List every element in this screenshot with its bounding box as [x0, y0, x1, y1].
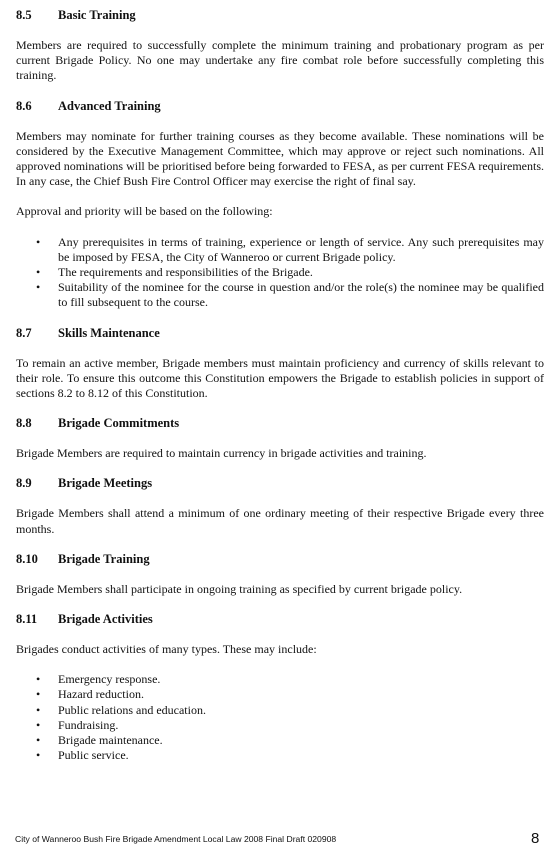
- list-item: • The requirements and responsibilities of the Brigade.: [36, 265, 313, 280]
- list-item: • Hazard reduction.: [36, 687, 144, 702]
- section-paragraph: Brigade Members are required to maintain currency in brigade activities and training.: [16, 446, 427, 461]
- section-title: Brigade Commitments: [58, 416, 180, 431]
- section-number: 8.9: [16, 476, 32, 491]
- page-footer: City of Wanneroo Bush Fire Brigade Amendment Local Law 2008 Final Draft 020908: [15, 834, 337, 844]
- bullet-icon: •: [36, 702, 41, 717]
- section-heading-8-11: [16, 612, 544, 627]
- bullet-icon: •: [36, 672, 41, 687]
- section-paragraph: Brigade Members shall participate in ongoing training as specified by current brigade policy.: [16, 581, 463, 596]
- list-item: • Public relations and education.: [36, 702, 206, 717]
- section-title: Brigade Training: [58, 551, 150, 566]
- section-number: 8.5: [16, 8, 32, 22]
- section-heading-8-8: [16, 416, 544, 431]
- section-title: Skills Maintenance: [58, 325, 160, 340]
- bullet-icon: •: [36, 265, 41, 280]
- section-title: Brigade Meetings: [58, 476, 153, 491]
- list-item: • Public service.: [36, 748, 129, 763]
- list-item: • Brigade maintenance.: [36, 733, 163, 748]
- section-number: 8.8: [16, 416, 32, 431]
- section-paragraph: Brigade Members shall attend a minimum of one ordinary meeting of their respective Brigade every three months.: [16, 506, 544, 536]
- list-item: • Suitability of the nominee for the course in question and/or the role(s) the nominee may be qualified to fill subsequent to the course.: [36, 280, 544, 310]
- section-paragraph: Approval and priority will be based on the following:: [16, 204, 273, 219]
- bullet-list: [16, 672, 544, 763]
- bullet-icon: •: [36, 733, 41, 748]
- section-heading-8-7: [16, 326, 544, 341]
- document-body: [16, 8, 544, 763]
- section-heading-8-10: [16, 552, 544, 567]
- section-number: 8.10: [16, 551, 38, 566]
- bullet-icon: •: [36, 234, 41, 249]
- section-number: 8.11: [16, 612, 38, 627]
- section-number: 8.6: [16, 98, 32, 113]
- section-paragraph: To remain an active member, Brigade members must maintain proficiency and currency of skills relevant to their role. To ensure this outcome this Constitution empowers the Brigade to establish policies in support of sections 8.2 to 8.12 of this Constitution.: [16, 355, 544, 401]
- list-item: • Emergency response.: [36, 672, 161, 687]
- section-paragraph: Brigades conduct activities of many types. These may include:: [16, 642, 317, 657]
- bullet-icon: •: [36, 717, 41, 732]
- section-title: Advanced Training: [58, 98, 161, 113]
- bullet-list: [16, 235, 544, 311]
- section-paragraph: Members are required to successfully complete the minimum training and probationary program as per current Brigade Policy. No one may undertake any fire combat role before successfully completing this training.: [16, 38, 544, 83]
- bullet-icon: •: [36, 687, 41, 702]
- section-heading-8-5: [16, 8, 544, 23]
- section-paragraph: Members may nominate for further training courses as they become available. These nominations will be considered by the Executive Management Committee, which may approve or reject such nominations. All approved nominations will be prioritised before being forwarded to FESA, as per current FESA requirements. In any case, the Chief Bush Fire Control Officer may exercise the right of final say.: [16, 128, 544, 189]
- bullet-icon: •: [36, 280, 41, 295]
- list-item: • Fundraising.: [36, 717, 119, 732]
- section-title: Basic Training: [58, 8, 136, 22]
- section-title: Brigade Activities: [58, 612, 153, 627]
- section-heading-8-6: [16, 99, 544, 114]
- section-heading-8-9: [16, 476, 544, 491]
- page-number: 8: [531, 830, 540, 847]
- section-number: 8.7: [16, 325, 32, 340]
- bullet-icon: •: [36, 748, 41, 763]
- list-item: • Any prerequisites in terms of training, experience or length of service. Any such prerequisites may be imposed by FESA, the City of Wanneroo or current Brigade policy.: [36, 234, 544, 264]
